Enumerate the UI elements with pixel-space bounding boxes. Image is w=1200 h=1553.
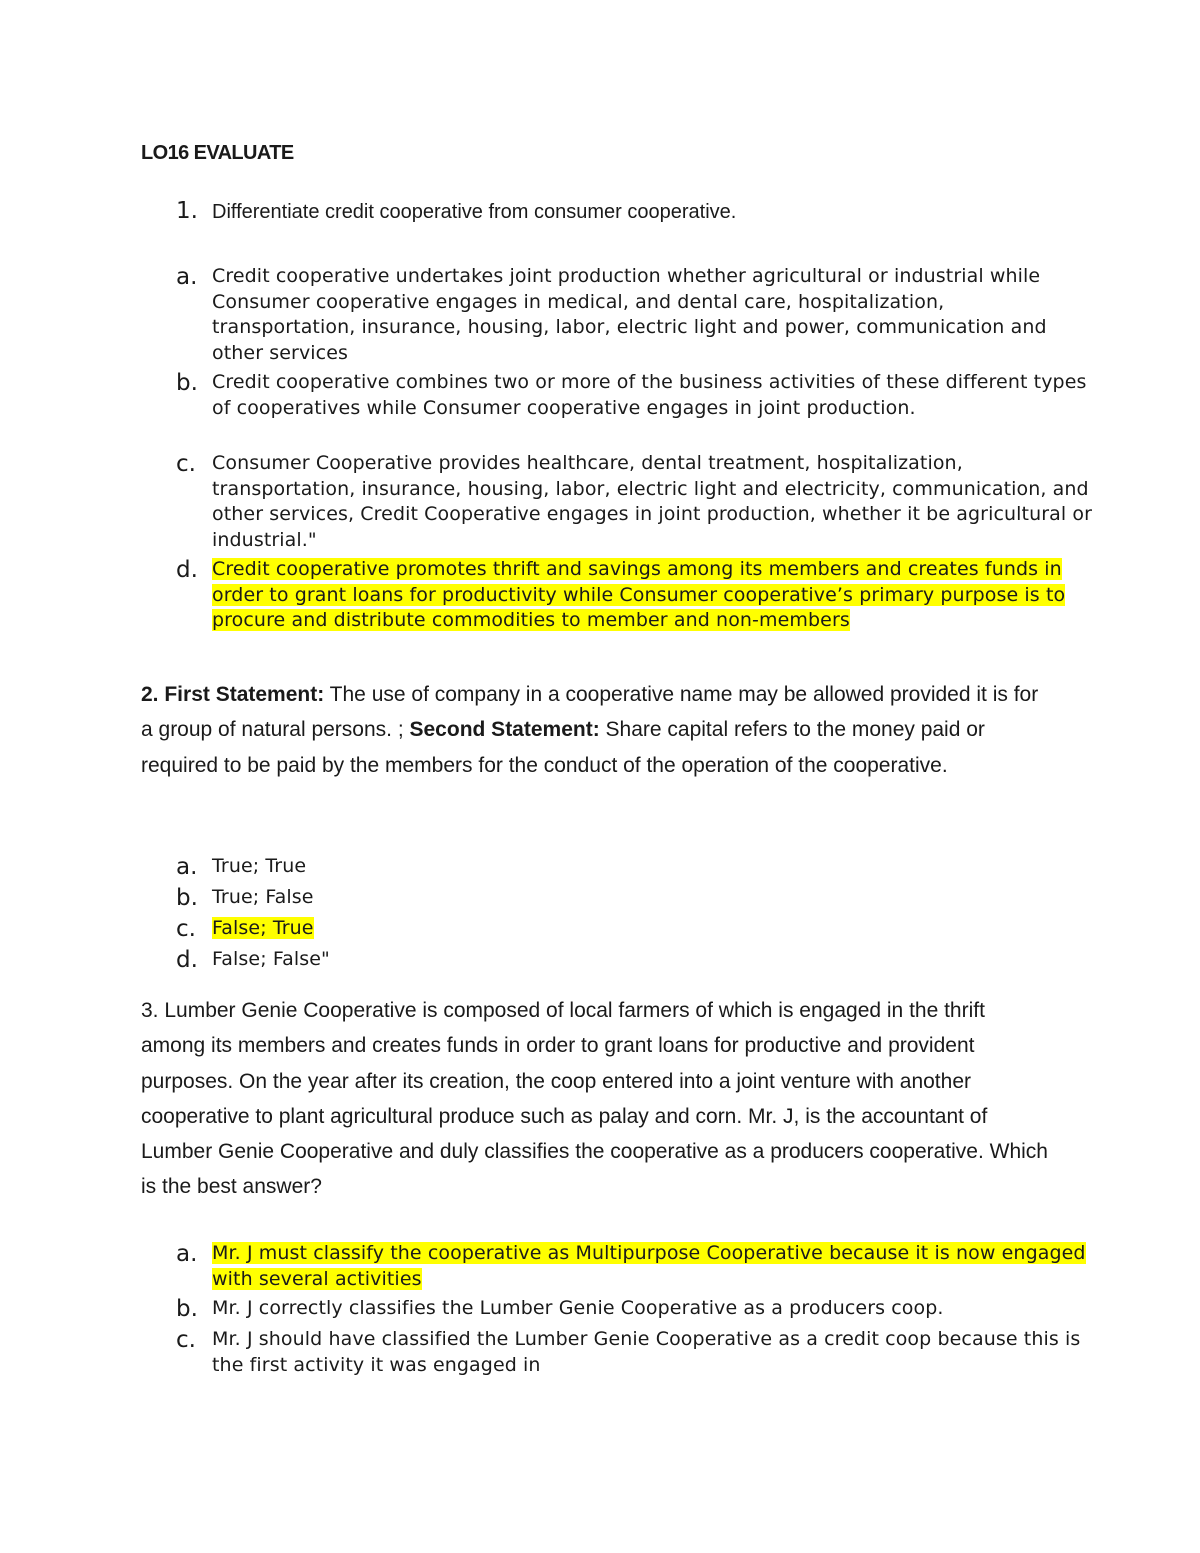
option-marker: c. [176, 451, 196, 477]
question-2 [141, 677, 1051, 783]
option-marker: a. [176, 264, 198, 290]
option-marker: c. [176, 916, 196, 942]
option-text-highlighted: False; True [212, 917, 314, 939]
option-marker: d. [176, 557, 198, 583]
option-marker: d. [176, 947, 198, 973]
first-statement-text: The use of company in a cooperative name may be allowed provided it is for a group of natural persons. ; [141, 683, 1039, 742]
second-statement-text: Share capital refers to the money paid or required to be paid by the members for the conduct of the operation of the cooperative. [141, 718, 985, 777]
option-text: True; True [212, 855, 307, 877]
option-marker: c. [176, 1327, 196, 1353]
question-number: 2. [141, 683, 159, 706]
question-number: 1. [176, 198, 198, 224]
option-text-highlighted: Mr. J must classify the cooperative as Multipurpose Cooperative because it is now engaged with several activities [212, 1242, 1086, 1290]
option-marker: a. [176, 854, 198, 880]
option-marker: b. [176, 1296, 198, 1322]
option-text: Credit cooperative undertakes joint production whether agricultural or industrial while Consumer cooperative engages in medical, and dental care, hospitalization, transportation, insurance, housing, labor, electric light and power, communication and other services [212, 265, 1047, 364]
option-marker: b. [176, 370, 198, 396]
option-text: Mr. J correctly classifies the Lumber Genie Cooperative as a producers coop. [212, 1297, 944, 1319]
option-text-highlighted: Credit cooperative promotes thrift and savings among its members and creates funds in order to grant loans for productivity while Consumer cooperative’s primary purpose is to procure and distribute commodities to member and non-members [212, 558, 1066, 631]
option-marker: b. [176, 885, 198, 911]
document-title: LO16 EVALUATE [141, 142, 294, 164]
option-text: Consumer Cooperative provides healthcare, dental treatment, hospitalization, transportation, insurance, housing, labor, electric light and electricity, communication, and other services, Credit Cooperative engages in joint production, whether it be agricultural or industrial." [212, 452, 1093, 551]
option-text: True; False [212, 886, 314, 908]
second-statement-label: Second Statement: [409, 718, 600, 742]
question-3: 3. Lumber Genie Cooperative is composed of local farmers of which is engaged in the thrift among its members and creates funds in order to grant loans for productive and provident purposes. On the year after its creation, the coop entered into a joint venture with another cooperative to plant agricultural produce such as palay and corn. Mr. J, is the accountant of Lumber Genie Cooperative and duly classifies the cooperative as a producers cooperative. Which is the best answer? [141, 999, 1048, 1199]
question-text: Differentiate credit cooperative from consumer cooperative. [212, 201, 737, 223]
option-marker: a. [176, 1241, 198, 1267]
option-text: Mr. J should have classified the Lumber Genie Cooperative as a credit coop because this is the first activity it was engaged in [212, 1328, 1081, 1376]
option-text: Credit cooperative combines two or more of the business activities of these different types of cooperatives while Consumer cooperative engages in joint production. [212, 371, 1087, 419]
first-statement-label: First Statement: [164, 683, 325, 706]
option-text: False; False" [212, 948, 330, 970]
